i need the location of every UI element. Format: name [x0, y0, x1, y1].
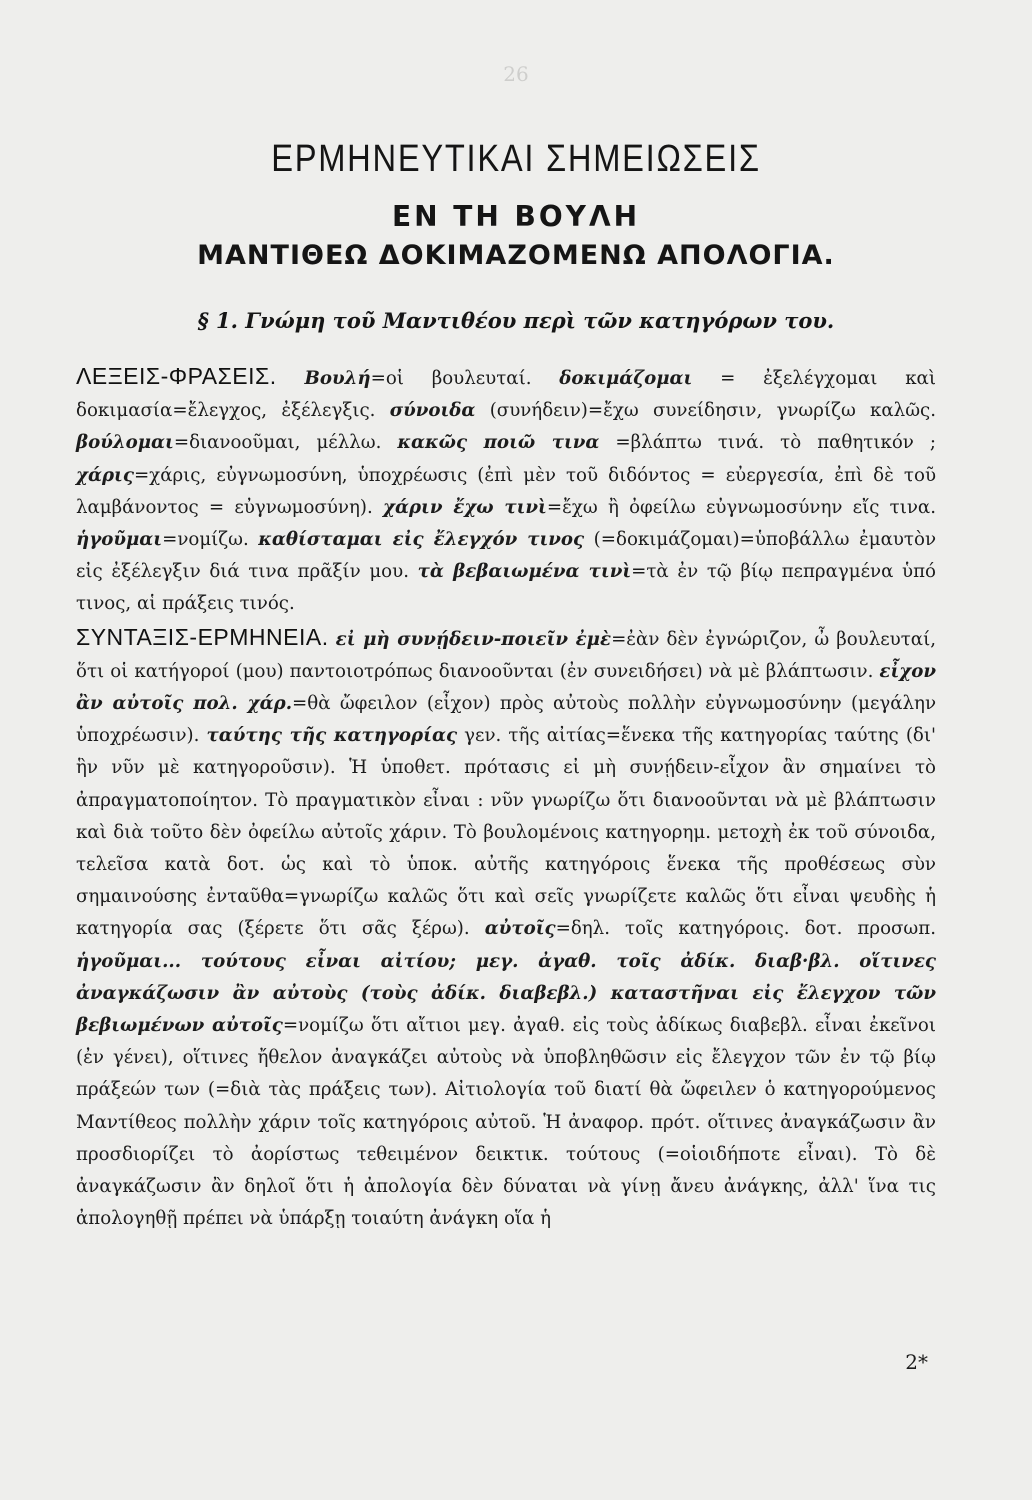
lexeis-heading: ΛΕΞΕΙΣ-ΦΡΑΣΕΙΣ.: [76, 363, 277, 389]
term: αὐτοῖς: [484, 918, 556, 940]
gloss: =τὰ ἐν τῷ βίῳ πεπραγμένα ὑπό τινος, αἱ πράξεις τινός.: [76, 561, 936, 615]
commentary-body: [76, 360, 936, 1235]
bleed-through-page-number: 26: [503, 62, 529, 86]
term: χάρις: [76, 464, 134, 486]
term: κακῶς ποιῶ τινα: [397, 432, 600, 454]
section-heading: § 1. Γνώμη τοῦ Μαντιθέου περὶ τῶν κατηγόρων του.: [197, 308, 835, 333]
lexeis-paragraph: [76, 360, 936, 621]
page-number: 2*: [905, 1350, 928, 1374]
gloss: = ἐξελέγχομαι καὶ δοκιμασία=ἔλεγχος, ἐξέλεγξις.: [76, 368, 936, 422]
gloss: =νομίζω ὅτι αἴτιοι μεγ. ἀγαθ. εἰς τοὺς ἀδίκως διαβεβλ. εἶναι ἐκεῖνοι (ἐν γένει), οἵτινες ἤθελον ἀναγκάζει αὐτοὺς νὰ ὑποβληθῶσιν εἰς ἔλεγχον τῶν ἐν τῷ βίῳ πράξεών των (=διὰ τὰς πράξεις των). Αἰτιολογία τοῦ διατί θὰ ὤφειλεν ὁ κατηγορούμενος Μαντίθεος πολλὴν χάριν τοῖς κατηγόροις αὐτοῦ. Ἡ ἀναφορ. πρότ. οἵτινες ἀναγκάζωσιν ἂν προσδιορίζει τὸ ἀορίστως τεθειμένον δεικτικ. τούτους (=οἱοιδήποτε εἶναι). Τὸ δὲ ἀναγκάζωσιν ἂν δηλοῖ ὅτι ἡ ἀπολογία δὲν δύναται νὰ γίνῃ ἄνευ ἀνάγκης, ἀλλ' ἵνα τις ἀπολογηθῇ πρέπει νὰ ὑπάρξῃ τοιαύτη ἀνάγκη οἵα ἡ: [76, 1015, 936, 1230]
syntaxis-paragraph: [76, 621, 936, 1236]
gloss: (=δοκιμάζομαι)=ὑποβάλλω ἐμαυτὸν εἰς ἐξέλεγξιν διά τινα πρᾶξίν μου.: [76, 529, 936, 583]
gloss: γεν. τῆς αἰτίας=ἕνεκα τῆς κατηγορίας ταύτης (δι' ἣν νῦν μὲ κατηγοροῦσιν). Ἡ ὑποθετ. πρότασις εἰ μὴ συνῄδειν-εἶχον ἂν σημαίνει τὸ ἀπραγματοποίητον. Τὸ πραγματικὸν εἶναι : νῦν γνωρίζω ὅτι διανοοῦνται νὰ μὲ βλάπτωσιν καὶ διὰ τοῦτο δὲν ὀφείλω αὐτοῖς χάριν. Τὸ βουλομένοις κατηγορημ. μετοχὴ ἐκ τοῦ σύνοιδα, τελεῖσα κατὰ δοτ. ὡς καὶ τὸ ὑποκ. αὐτῆς κατηγόροις ἕνεκα τῆς προθέσεως σὺν σημαινούσης ἐνταῦθα=γνωρίζω καλῶς ὅτι καὶ σεῖς γνωρίζετε καλῶς ὅτι εἶναι ψευδὴς ἡ κατηγορία σας (ξέρετε ὅτι σᾶς ξέρω).: [76, 725, 936, 940]
gloss: =θὰ ὤφειλον (εἶχον) πρὸς αὐτοὺς πολλὴν εὐγνωμοσύνην (μεγάλην ὑποχρέωσιν).: [76, 693, 937, 747]
subtitle-line-1: ΕΝ ΤΗ ΒΟΥΛΗ: [391, 200, 641, 233]
term: καθίσταμαι εἰς ἔλεγχόν τινος: [258, 529, 585, 551]
term: εἰ μὴ συνῄδειν-ποιεῖν ἐμὲ: [335, 628, 612, 650]
syntaxis-heading: ΣΥΝΤΑΞΙΣ-ΕΡΜΗΝΕΙΑ.: [76, 623, 329, 650]
gloss: =ἐὰν δὲν ἐγνώριζον, ὦ βουλευταί, ὅτι οἱ κατήγοροί (μου) παντοιοτρόπως διανοοῦνται (ἐν συνειδήσει) νὰ μὲ βλάπτωσιν.: [76, 628, 936, 682]
subtitle-line-2: ΜΑΝΤΙΘΕΩ ΔΟΚΙΜΑΖΟΜΕΝΩ ΑΠΟΛΟΓΙΑ.: [197, 240, 835, 271]
term: ἡγοῦμαι... τούτους εἶναι αἰτίου; μεγ. ἀγαθ. τοῖς ἀδίκ. διαβ·βλ. οἵτινες ἀναγκάζωσιν ἂν αὐτοὺς (τοὺς ἀδίκ. διαβεβλ.) καταστῆναι εἰς ἔλεγχον τῶν βεβιωμένων αὐτοῖς: [76, 950, 936, 1037]
term: ἡγοῦμαι: [76, 529, 163, 551]
gloss: =νομίζω.: [162, 529, 249, 551]
gloss: =ἔχω ἢ ὀφείλω εὐγνωμοσύνην εἴς τινα.: [546, 496, 936, 518]
page-title: ΕΡΜΗΝΕΥΤΙΚΑΙ ΣΗΜΕΙΩΣΕΙΣ: [271, 138, 761, 180]
term: βούλομαι: [76, 432, 174, 454]
term: τὰ βεβαιωμένα τινὶ: [417, 561, 632, 583]
term: σύνοιδα: [389, 400, 476, 422]
term: ταύτης τῆς κατηγορίας: [206, 725, 458, 747]
gloss: =δηλ. τοῖς κατηγόροις. δοτ. προσωπ.: [555, 918, 936, 940]
gloss: =οἱ βουλευταί.: [370, 368, 532, 389]
gloss: =βλάπτω τινά. τὸ παθητικόν ;: [615, 432, 936, 454]
gloss: =διανοοῦμαι, μέλλω.: [173, 432, 382, 454]
term: χάριν ἔχω τινὶ: [382, 496, 547, 518]
term: Βουλή: [304, 368, 371, 389]
term: εἶχον ἂν αὐτοῖς πολ. χάρ.: [76, 660, 936, 715]
term: δοκιμάζομαι: [559, 368, 693, 389]
gloss: (συνήδειν)=ἔχω συνείδησιν, γνωρίζω καλῶς.: [489, 400, 936, 422]
gloss: =χάρις, εὐγνωμοσύνη, ὑποχρέωσις (ἐπὶ μὲν τοῦ διδόντος = εὐεργεσία, ἐπὶ δὲ τοῦ λαμβάνοντος = εὐγνωμοσύνη).: [76, 464, 936, 518]
